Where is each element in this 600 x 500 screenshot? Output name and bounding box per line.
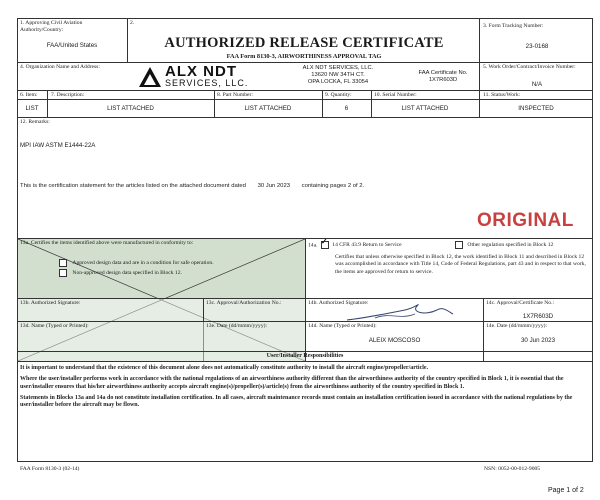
block13d-label: 13d. Name (Typed or Printed): xyxy=(20,323,89,329)
block14a-certification: Certifies that unless otherwise specified in Block 12, the work identified in Block 11 and described in Block 12 was accomplished in accordance with Title 14, Code of Federal Regulations, part 43 and in respect to that work, the items are approved for return to service. xyxy=(335,254,586,275)
part-number-header: 8. Part Number: xyxy=(217,92,253,98)
block13b-label: 13b. Authorized Signature: xyxy=(20,300,81,306)
block13a-option2: Non-approved design data specified in Block 12. xyxy=(59,269,182,277)
item-header: 6. Item: xyxy=(20,92,38,98)
part-number-value: LIST ATTACHED xyxy=(244,105,292,112)
form-number: FAA Form 8130-3 (02-14) xyxy=(20,466,80,472)
serial-number-header: 10. Serial Number: xyxy=(374,92,417,98)
block5-value: N/A xyxy=(531,81,543,88)
address-line1: ALX NDT SERVICES, LLC. xyxy=(302,65,374,71)
block3-value: 23-0168 xyxy=(525,43,549,50)
checkbox-14a-other[interactable] xyxy=(455,241,463,249)
quantity-header: 9. Quantity: xyxy=(325,92,352,98)
certificate-form xyxy=(17,18,593,462)
block14c-value: 1X7R603D xyxy=(522,313,554,320)
remarks-statement xyxy=(20,183,590,190)
block4-label: 4. Organization Name and Address: xyxy=(20,64,100,70)
block1-value: FAA/United States xyxy=(46,42,98,49)
address-line3: OPA LOCKA, FL 33054 xyxy=(307,79,369,85)
block14e-label: 14e. Date (dd/mmm/yyyy): xyxy=(486,323,548,329)
checkbox-13a-approved[interactable] xyxy=(59,259,67,267)
responsibilities-p3: Statements in Blocks 13a and 14a do not constitute installation certification. In all cases, aircraft maintenance records must contain an installation certification issued in accordance with the national regulations by the user/installer before the aircraft may be flown. xyxy=(20,394,573,409)
status-value: INSPECTED xyxy=(518,105,554,112)
block14e-value: 30 Jun 2023 xyxy=(520,337,556,344)
statement-post: containing pages 2 of 2. xyxy=(301,183,365,189)
serial-number-value: LIST ATTACHED xyxy=(401,105,449,112)
org-address xyxy=(273,65,403,86)
page-subtitle: FAA Form 8130-3, AIRWORTHINESS APPROVAL TAG xyxy=(226,53,382,60)
page-indicator: Page 1 of 2 xyxy=(548,487,584,494)
description-value: LIST ATTACHED xyxy=(107,105,154,112)
page-title: AUTHORIZED RELEASE CERTIFICATE xyxy=(164,35,444,51)
logo-triangle-icon xyxy=(138,66,162,88)
checkbox-13a-nonapproved[interactable] xyxy=(59,269,67,277)
logo-text-line1: ALX NDT xyxy=(165,63,237,80)
status-header: 11. Status/Work: xyxy=(483,92,521,98)
block13e-label: 13e. Date (dd/mmm/yyyy): xyxy=(206,323,268,329)
block13c-label: 13c. Approval/Authorization No.: xyxy=(206,300,282,306)
responsibilities-p2: Where the user/installer performs work in accordance with the national regulations of an airworthiness authority different than the airworthiness authority of the country specified in Block 1, it is essential that the user/installer ensures that his/her airworthiness authority accepts aircraft engine(s)/propeller(s)/article(s) from the airworthiness authority of the country specified in Block 1. xyxy=(20,376,564,390)
statement-date: 30 Jun 2023 xyxy=(257,183,291,189)
block3-label: 3. Form Tracking Number: xyxy=(483,23,544,29)
responsibilities-text xyxy=(20,365,588,413)
block14a-label: 14a. ✓ 14 CFR 43.9 Return to Service xyxy=(308,237,402,249)
block14c-label: 14c. Approval/Certificate No.: xyxy=(486,300,555,306)
quantity-value: 6 xyxy=(344,105,349,112)
remarks-label: 12. Remarks: xyxy=(20,119,50,125)
responsibilities-p1: It is important to understand that the existence of this document alone does not automatically constitute authority to install the aircraft engine/propeller/article. xyxy=(20,365,429,371)
original-stamp: ORIGINAL xyxy=(477,210,574,231)
block13a-label: 13a. Certifies the items identified above were manufactured in conformity to: xyxy=(20,240,194,246)
statement-pre: This is the certification statement for the articles listed on the attached document dated xyxy=(20,183,246,189)
block1-label: 1. Approving Civil Aviation Authority/Country: xyxy=(20,20,83,33)
description-header: 7. Description: xyxy=(51,92,85,98)
checkbox-14a-return-to-service[interactable]: ✓ xyxy=(321,241,329,249)
block13a-option1: Approved design data and are in a condition for safe operation. xyxy=(59,259,214,267)
faa-cert-label: FAA Certificate No. xyxy=(418,70,468,76)
company-logo xyxy=(138,65,268,89)
block2-label: 2. xyxy=(130,20,135,26)
responsibilities-heading: User/Installer Responsibilities xyxy=(266,353,344,359)
block14d-label: 14d. Name (Typed or Printed): xyxy=(308,323,377,329)
block14b-label: 14b. Authorized Signature: xyxy=(308,300,369,306)
nsn-number: NSN: 0052-00-012-9005 xyxy=(484,466,541,472)
remarks-line1: MPI IAW ASTM E1444-22A xyxy=(20,142,96,149)
item-value: LIST xyxy=(25,105,39,112)
faa-cert-value: 1X7R603D xyxy=(428,77,458,83)
address-line2: 13620 NW 34TH CT. xyxy=(311,72,365,78)
logo-text-line2: SERVICES, LLC. xyxy=(165,78,249,88)
block5-label: 5. Work Order/Contract/Invoice Number: xyxy=(483,64,576,70)
block14a-option2: Other regulation specified in Block 12 xyxy=(455,241,553,249)
block14d-value: ALEIX MOSCOSO xyxy=(368,337,421,344)
faa-cert xyxy=(409,70,477,84)
